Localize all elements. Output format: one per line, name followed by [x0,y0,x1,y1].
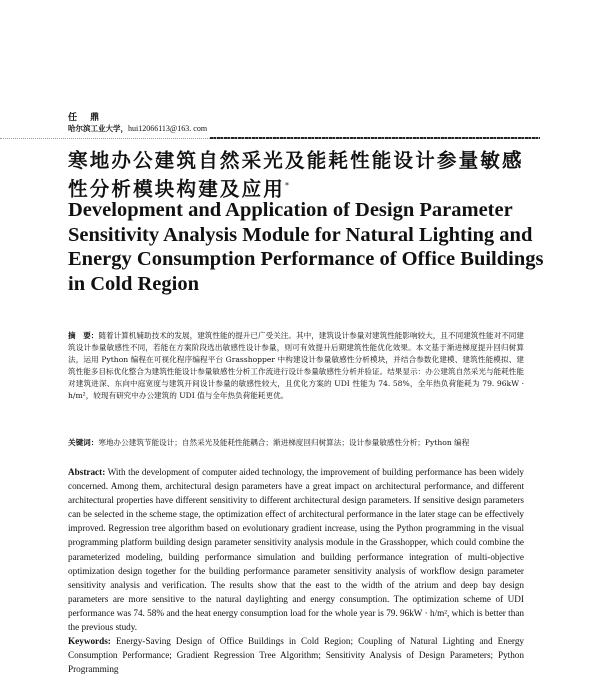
english-keywords-label: Keywords: [68,636,111,646]
author-name: 任 鼎 [68,113,105,123]
chinese-abstract [68,330,524,402]
chinese-title-text: 寒地办公建筑自然采光及能耗性能设计参量敏感性分析模块构建及应用 [68,149,524,201]
author-email: hui12066113@163. com [128,124,208,133]
english-keywords-text: Energy-Saving Design of Office Buildings in Cold Region; Coupling of Natural Lighting and Energy Consumption Performance; Gradient Regression Tree Algorithm; Sensitivity Analysis of Design Parameters; Python Programming [68,636,525,675]
funding-footnote-marker: * [285,181,290,190]
chinese-keywords-text: 寒地办公建筑节能设计；自然采光及能耗性能耦合；渐进梯度回归树算法；设计参量敏感性分析；Python 编程 [98,438,470,447]
dotted-rule-segment [0,138,210,140]
chinese-title [68,148,538,202]
english-abstract [68,465,524,634]
english-abstract-text: With the development of computer aided technology, the improvement of building performance has been widely concerned. Among them, architectural design parameters have a great impact on architectural performance, and different architectural properties have different sensitivity to different architectural design parameters. If sensitive design parameters can be selected in the scheme stage, the optimization effect of architectural performance in the later stage can be effectively improved. Regression tree algorithm based on evolutionary gradient increase, using the Python programming in the visual programming platform building design parameter sensitivity analysis module in the Grasshopper, which could combine the parameterized modeling, building performance simulation and building performance integration of multi-objective optimization design together for the building performance parameter sensitivity analysis of workflow design parameter sensitivity analysis and verification. The results show that the east to the width of the atrium and deep bay design parameters are more sensitive to the natural daylighting and energy consumption. The optimization scheme of UDI performance was 74. 58% and the heat energy consumption load for the whole year is 79. 96kW · h/m², which is better than the previous study. [68,467,525,633]
english-keywords [68,634,524,676]
chinese-abstract-label: 摘 要： [68,331,99,340]
solid-rule-segment [210,137,540,139]
chinese-abstract-text: 随着计算机辅助技术的发展，建筑性能的提升已广受关注。其中，建筑设计参量对建筑性能影响较大，且不同建筑性能对不同建筑设计参量敏感性不同，若能在方案阶段选出敏感性设计参量，则可有效提升后期建筑性能优化效果。本文基于渐进梯度提升回归树算法，运用 Python 编程在可视化程序编程平台 Grasshopper 中构建设计参量敏感性分析模块，并结合参数化建模、建筑性能模拟、建筑性能多目标优化整合为建筑性能设计参量敏感性分析工作流进行设计参量敏感性分析并验证。结果显示：办公建筑自然采光与能耗性能对建筑进深、东向中庭宽度与建筑开间设计参量的敏感性较大，且优化方案的 UDI 性能为 74. 58%，全年热负荷能耗为 79. 96kW · h/m²，较现有研究中办公建筑的 UDI 值与全年热负荷能耗更优。 [68,331,524,400]
author-affiliation [68,123,207,134]
english-abstract-label: Abstract: [68,467,106,477]
chinese-keywords-label: 关键词： [68,438,99,447]
chinese-keywords [68,437,524,449]
english-title: Development and Application of Design Parameter Sensitivity Analysis Module for Natural Lighting and Energy Consumption Performance of Office Buildings in Cold Region [68,199,544,295]
header-rule-divider [0,137,600,140]
institution: 哈尔滨工业大学， [68,124,128,133]
